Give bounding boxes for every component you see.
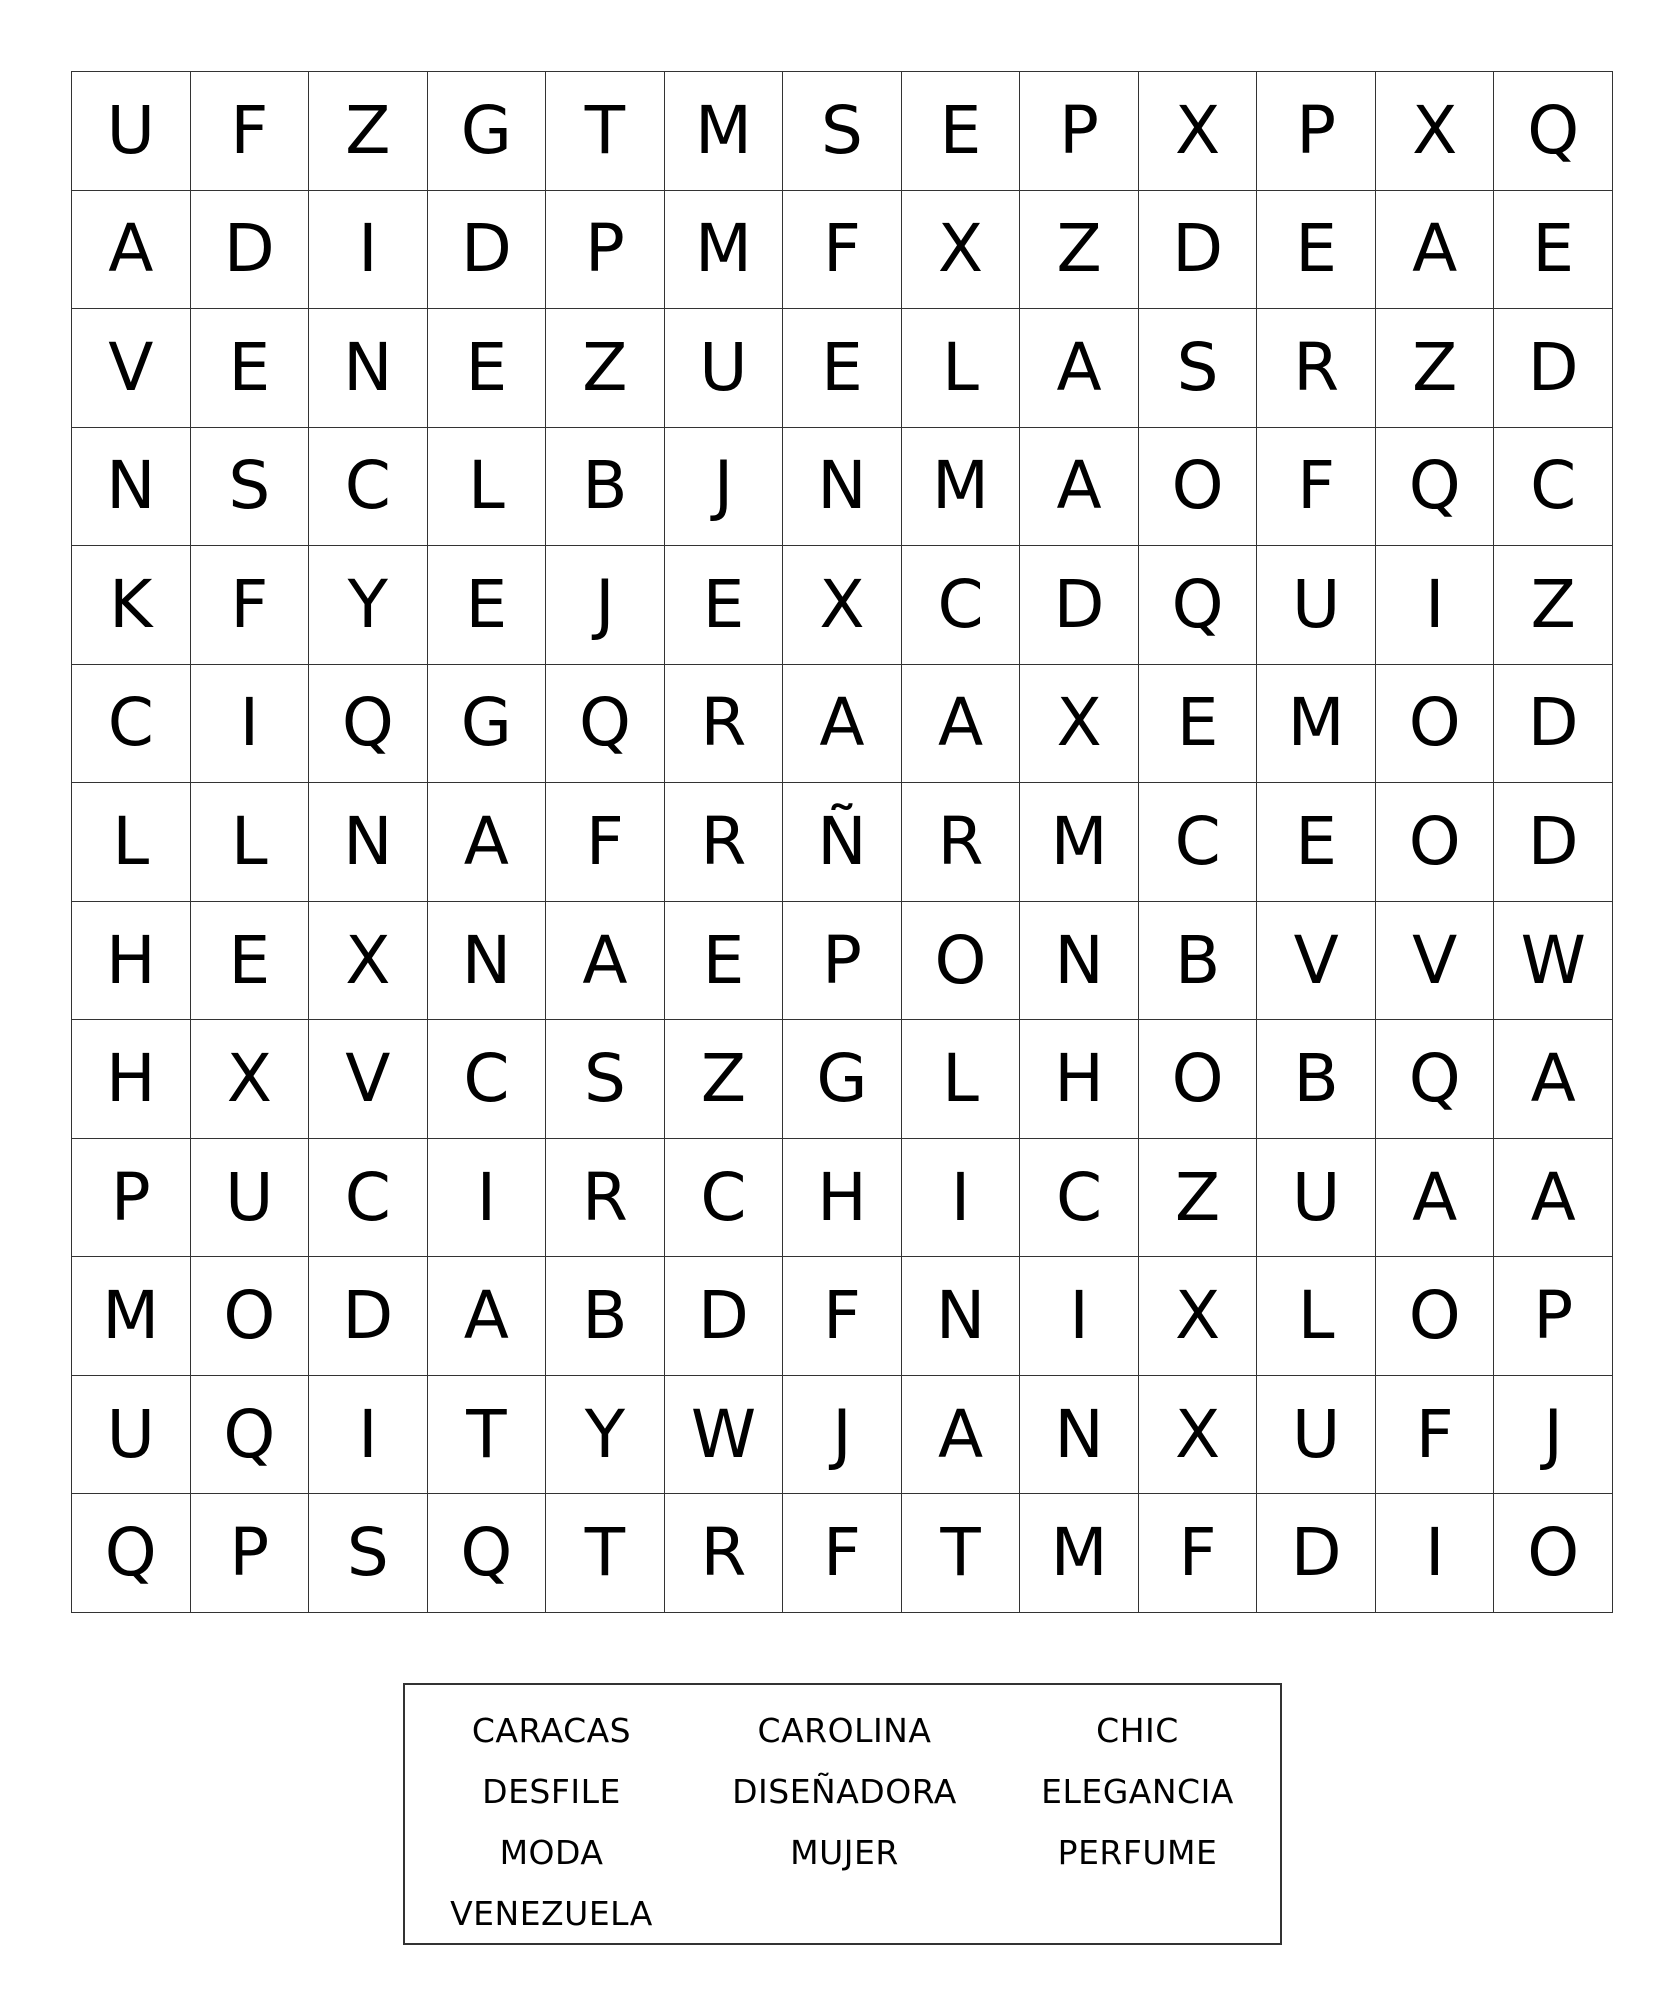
- grid-cell[interactable]: W: [665, 1376, 784, 1495]
- grid-cell[interactable]: Z: [1494, 546, 1613, 665]
- grid-cell[interactable]: E: [665, 546, 784, 665]
- grid-cell[interactable]: J: [783, 1376, 902, 1495]
- grid-cell[interactable]: A: [902, 1376, 1021, 1495]
- grid-cell[interactable]: E: [783, 309, 902, 428]
- grid-cell[interactable]: R: [546, 1139, 665, 1258]
- grid-cell[interactable]: C: [1139, 783, 1258, 902]
- grid-cell[interactable]: Z: [1376, 309, 1495, 428]
- grid-cell[interactable]: X: [1020, 665, 1139, 784]
- grid-cell[interactable]: O: [1494, 1494, 1613, 1613]
- grid-cell[interactable]: Ñ: [783, 783, 902, 902]
- grid-cell[interactable]: J: [1494, 1376, 1613, 1495]
- grid-cell[interactable]: O: [1376, 783, 1495, 902]
- grid-cell[interactable]: G: [428, 665, 547, 784]
- grid-cell[interactable]: U: [1257, 1376, 1376, 1495]
- grid-cell[interactable]: Y: [309, 546, 428, 665]
- grid-cell[interactable]: D: [1494, 783, 1613, 902]
- grid-cell[interactable]: T: [546, 1494, 665, 1613]
- grid-cell[interactable]: D: [1494, 309, 1613, 428]
- grid-cell[interactable]: E: [428, 309, 547, 428]
- grid-cell[interactable]: I: [309, 1376, 428, 1495]
- grid-cell[interactable]: T: [902, 1494, 1021, 1613]
- grid-cell[interactable]: J: [546, 546, 665, 665]
- grid-cell[interactable]: D: [1494, 665, 1613, 784]
- grid-cell[interactable]: R: [902, 783, 1021, 902]
- grid-cell[interactable]: P: [1494, 1257, 1613, 1376]
- grid-cell[interactable]: I: [1376, 546, 1495, 665]
- grid-cell[interactable]: I: [1020, 1257, 1139, 1376]
- grid-cell[interactable]: N: [309, 783, 428, 902]
- grid-cell[interactable]: Q: [309, 665, 428, 784]
- grid-cell[interactable]: M: [902, 428, 1021, 547]
- letter-grid: [71, 71, 1613, 1613]
- grid-cell[interactable]: Y: [546, 1376, 665, 1495]
- grid-cell[interactable]: D: [191, 191, 310, 310]
- grid-cell[interactable]: L: [72, 783, 191, 902]
- grid-cell[interactable]: A: [546, 902, 665, 1021]
- grid-cell[interactable]: L: [902, 1020, 1021, 1139]
- grid-cell[interactable]: E: [191, 309, 310, 428]
- grid-cell[interactable]: C: [665, 1139, 784, 1258]
- grid-cell[interactable]: A: [1376, 191, 1495, 310]
- grid-cell[interactable]: M: [1020, 1494, 1139, 1613]
- grid-cell[interactable]: R: [1257, 309, 1376, 428]
- grid-cell[interactable]: T: [546, 72, 665, 191]
- word-list-item: PERFUME: [1057, 1833, 1218, 1872]
- grid-cell[interactable]: D: [665, 1257, 784, 1376]
- grid-cell[interactable]: D: [1257, 1494, 1376, 1613]
- word-list: [403, 1683, 1282, 1945]
- grid-cell[interactable]: L: [1257, 1257, 1376, 1376]
- grid-cell[interactable]: A: [72, 191, 191, 310]
- grid-cell[interactable]: F: [546, 783, 665, 902]
- grid-cell[interactable]: L: [191, 783, 310, 902]
- grid-cell[interactable]: P: [1020, 72, 1139, 191]
- grid-cell[interactable]: S: [546, 1020, 665, 1139]
- grid-cell[interactable]: X: [1139, 72, 1258, 191]
- grid-cell[interactable]: V: [1257, 902, 1376, 1021]
- grid-cell[interactable]: G: [783, 1020, 902, 1139]
- grid-cell[interactable]: X: [309, 902, 428, 1021]
- grid-cell[interactable]: B: [1139, 902, 1258, 1021]
- grid-cell[interactable]: Q: [1376, 428, 1495, 547]
- grid-cell[interactable]: N: [783, 428, 902, 547]
- grid-cell[interactable]: D: [428, 191, 547, 310]
- grid-cell[interactable]: I: [191, 665, 310, 784]
- grid-cell[interactable]: L: [902, 309, 1021, 428]
- grid-cell[interactable]: E: [191, 902, 310, 1021]
- grid-cell[interactable]: R: [665, 1494, 784, 1613]
- grid-cell[interactable]: X: [1139, 1257, 1258, 1376]
- grid-cell[interactable]: Z: [546, 309, 665, 428]
- grid-cell[interactable]: A: [1494, 1139, 1613, 1258]
- grid-cell[interactable]: A: [1376, 1139, 1495, 1258]
- grid-cell[interactable]: Q: [191, 1376, 310, 1495]
- grid-cell[interactable]: N: [1020, 1376, 1139, 1495]
- grid-cell[interactable]: X: [783, 546, 902, 665]
- grid-cell[interactable]: I: [902, 1139, 1021, 1258]
- grid-cell[interactable]: T: [428, 1376, 547, 1495]
- grid-cell[interactable]: L: [428, 428, 547, 547]
- grid-cell[interactable]: H: [72, 1020, 191, 1139]
- grid-cell[interactable]: F: [1376, 1376, 1495, 1495]
- grid-cell[interactable]: S: [1139, 309, 1258, 428]
- grid-cell[interactable]: M: [72, 1257, 191, 1376]
- grid-cell[interactable]: V: [309, 1020, 428, 1139]
- grid-cell[interactable]: Q: [1139, 546, 1258, 665]
- grid-cell[interactable]: M: [1257, 665, 1376, 784]
- grid-cell[interactable]: H: [1020, 1020, 1139, 1139]
- grid-cell[interactable]: X: [1376, 72, 1495, 191]
- grid-cell[interactable]: O: [1376, 665, 1495, 784]
- grid-cell[interactable]: E: [1139, 665, 1258, 784]
- word-list-item: DISEÑADORA: [732, 1772, 957, 1811]
- grid-cell[interactable]: C: [428, 1020, 547, 1139]
- grid-cell[interactable]: M: [665, 72, 784, 191]
- grid-cell[interactable]: Q: [1494, 72, 1613, 191]
- grid-cell[interactable]: C: [1494, 428, 1613, 547]
- grid-cell[interactable]: N: [1020, 902, 1139, 1021]
- grid-cell[interactable]: C: [309, 428, 428, 547]
- grid-cell[interactable]: V: [72, 309, 191, 428]
- grid-cell[interactable]: A: [428, 1257, 547, 1376]
- word-list-item: CARACAS: [471, 1711, 632, 1750]
- grid-cell[interactable]: P: [546, 191, 665, 310]
- grid-cell[interactable]: B: [546, 428, 665, 547]
- grid-cell[interactable]: E: [1257, 191, 1376, 310]
- grid-cell[interactable]: O: [191, 1257, 310, 1376]
- grid-cell[interactable]: E: [902, 72, 1021, 191]
- grid-cell[interactable]: D: [1020, 546, 1139, 665]
- grid-cell[interactable]: R: [665, 783, 784, 902]
- grid-cell[interactable]: P: [72, 1139, 191, 1258]
- grid-cell[interactable]: N: [72, 428, 191, 547]
- grid-cell[interactable]: C: [309, 1139, 428, 1258]
- grid-cell[interactable]: O: [1376, 1257, 1495, 1376]
- grid-cell[interactable]: E: [665, 902, 784, 1021]
- grid-cell[interactable]: P: [783, 902, 902, 1021]
- grid-cell[interactable]: S: [783, 72, 902, 191]
- grid-cell[interactable]: F: [1257, 428, 1376, 547]
- grid-cell[interactable]: Z: [665, 1020, 784, 1139]
- grid-cell[interactable]: M: [665, 191, 784, 310]
- grid-cell[interactable]: F: [1139, 1494, 1258, 1613]
- grid-cell[interactable]: E: [1257, 783, 1376, 902]
- grid-cell[interactable]: B: [1257, 1020, 1376, 1139]
- grid-cell[interactable]: F: [783, 1257, 902, 1376]
- grid-cell[interactable]: U: [72, 72, 191, 191]
- word-list-item: ELEGANCIA: [1041, 1772, 1234, 1811]
- grid-cell[interactable]: E: [1494, 191, 1613, 310]
- word-list-item: DESFILE: [482, 1772, 621, 1811]
- grid-cell[interactable]: I: [1376, 1494, 1495, 1613]
- grid-cell[interactable]: U: [191, 1139, 310, 1258]
- grid-cell[interactable]: K: [72, 546, 191, 665]
- grid-cell[interactable]: A: [783, 665, 902, 784]
- word-list-item: CAROLINA: [757, 1711, 932, 1750]
- grid-cell[interactable]: N: [309, 309, 428, 428]
- grid-cell[interactable]: R: [665, 665, 784, 784]
- grid-cell[interactable]: D: [1139, 191, 1258, 310]
- grid-cell[interactable]: P: [1257, 72, 1376, 191]
- grid-cell[interactable]: A: [1020, 428, 1139, 547]
- grid-cell[interactable]: B: [546, 1257, 665, 1376]
- grid-cell[interactable]: V: [1376, 902, 1495, 1021]
- grid-cell[interactable]: O: [1139, 428, 1258, 547]
- grid-cell[interactable]: N: [902, 1257, 1021, 1376]
- grid-cell[interactable]: Q: [428, 1494, 547, 1613]
- grid-cell[interactable]: U: [665, 309, 784, 428]
- grid-cell[interactable]: Z: [1139, 1139, 1258, 1258]
- grid-cell[interactable]: M: [1020, 783, 1139, 902]
- grid-cell[interactable]: Z: [1020, 191, 1139, 310]
- grid-cell[interactable]: C: [902, 546, 1021, 665]
- grid-cell[interactable]: P: [191, 1494, 310, 1613]
- grid-cell[interactable]: U: [1257, 1139, 1376, 1258]
- grid-cell[interactable]: U: [1257, 546, 1376, 665]
- grid-cell[interactable]: G: [428, 72, 547, 191]
- word-list-item: CHIC: [1096, 1711, 1179, 1750]
- grid-cell[interactable]: X: [902, 191, 1021, 310]
- grid-cell[interactable]: D: [309, 1257, 428, 1376]
- grid-cell[interactable]: O: [902, 902, 1021, 1021]
- grid-cell[interactable]: A: [1494, 1020, 1613, 1139]
- grid-cell[interactable]: C: [1020, 1139, 1139, 1258]
- grid-cell[interactable]: C: [72, 665, 191, 784]
- grid-cell[interactable]: Z: [309, 72, 428, 191]
- grid-cell[interactable]: S: [191, 428, 310, 547]
- grid-cell[interactable]: I: [309, 191, 428, 310]
- grid-cell[interactable]: U: [72, 1376, 191, 1495]
- grid-cell[interactable]: J: [665, 428, 784, 547]
- word-list-item: MUJER: [790, 1833, 899, 1872]
- grid-cell[interactable]: A: [902, 665, 1021, 784]
- grid-cell[interactable]: X: [1139, 1376, 1258, 1495]
- grid-cell[interactable]: A: [1020, 309, 1139, 428]
- grid-cell[interactable]: Q: [1376, 1020, 1495, 1139]
- grid-cell[interactable]: H: [72, 902, 191, 1021]
- grid-cell[interactable]: H: [783, 1139, 902, 1258]
- grid-cell[interactable]: Q: [546, 665, 665, 784]
- grid-cell[interactable]: N: [428, 902, 547, 1021]
- grid-cell[interactable]: F: [783, 1494, 902, 1613]
- word-list-item: MODA: [499, 1833, 604, 1872]
- grid-cell[interactable]: F: [191, 72, 310, 191]
- grid-cell[interactable]: E: [428, 546, 547, 665]
- grid-cell[interactable]: S: [309, 1494, 428, 1613]
- grid-cell[interactable]: O: [1139, 1020, 1258, 1139]
- grid-cell[interactable]: A: [428, 783, 547, 902]
- grid-cell[interactable]: F: [783, 191, 902, 310]
- grid-cell[interactable]: Q: [72, 1494, 191, 1613]
- grid-cell[interactable]: F: [191, 546, 310, 665]
- word-list-item: VENEZUELA: [450, 1894, 653, 1933]
- grid-cell[interactable]: X: [191, 1020, 310, 1139]
- grid-cell[interactable]: I: [428, 1139, 547, 1258]
- grid-cell[interactable]: W: [1494, 902, 1613, 1021]
